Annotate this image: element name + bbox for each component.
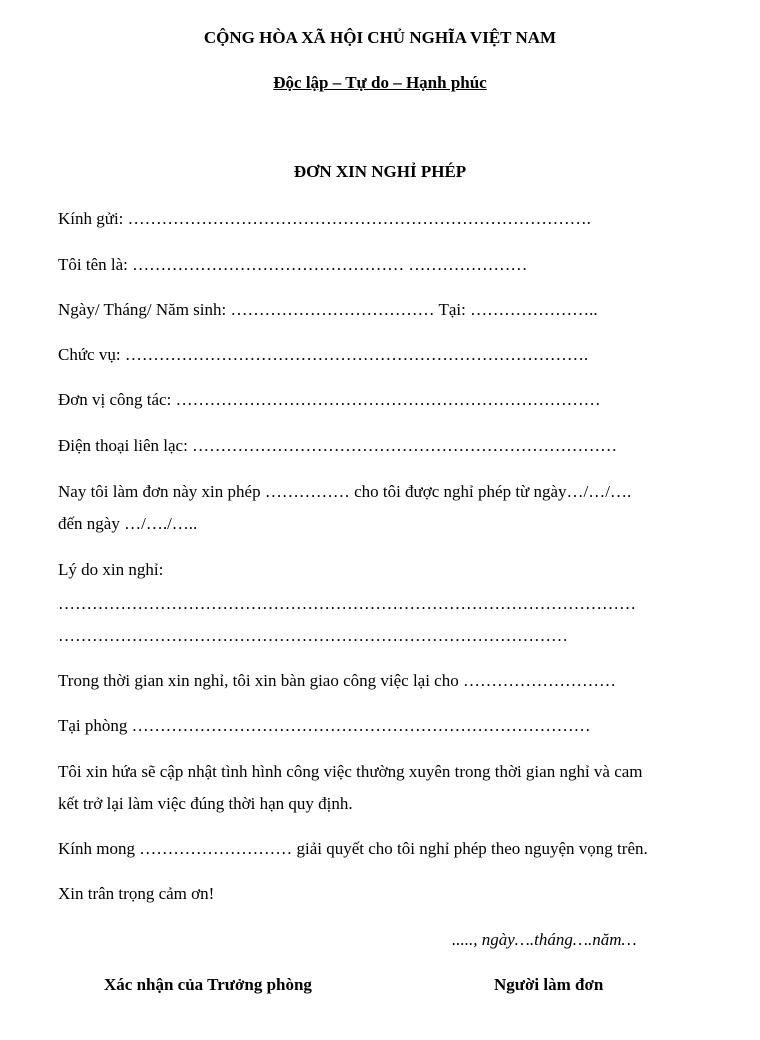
signature-right: Người làm đơn	[494, 975, 604, 994]
document-title: ĐƠN XIN NGHỈ PHÉP	[293, 162, 467, 181]
thanks: Xin trân trọng cảm ơn!	[58, 884, 215, 903]
nation-heading: CỘNG HÒA XÃ HỘI CHỦ NGHĨA VIỆT NAM	[203, 28, 557, 47]
kinh-mong: Kính mong ……………………… giải quyết cho tôi nghỉ phép theo nguyện vọng trên.	[58, 839, 648, 858]
field-ten: Tôi tên là: ………………………………………… …………………	[58, 255, 528, 274]
field-dien-thoai: Điện thoại liên lạc: …………………………………………………………………	[58, 436, 618, 455]
field-kinh-gui: Kính gửi: ……………………………………………………………………….	[58, 209, 591, 228]
field-chuc-vu: Chức vụ: ……………………………………………………………………….	[58, 345, 589, 364]
field-don-vi: Đơn vị công tác: …………………………………………………………………	[58, 390, 601, 409]
request-line-2: đến ngày …/…./…..	[58, 514, 198, 533]
signature-left: Xác nhận của Trưởng phòng	[104, 975, 312, 994]
commitment-line-2: kết trở lại làm việc đúng thời hạn quy định.	[58, 794, 353, 813]
handover-line: Trong thời gian xin nghỉ, tôi xin bàn giao công việc lại cho ………………………	[58, 671, 616, 690]
reason-line-2: ………………………………………………………………………………	[58, 626, 568, 645]
reason-line-1: …………………………………………………………………………………………	[58, 594, 636, 613]
commitment-line-1: Tôi xin hứa sẽ cập nhật tình hình công việc thường xuyên trong thời gian nghỉ và cam	[58, 762, 643, 781]
date-line: ....., ngày….tháng….năm…	[452, 930, 637, 949]
motto	[0, 73, 760, 93]
motto-text: Độc lập – Tự do – Hạnh phúc	[273, 73, 487, 92]
field-ngay-sinh: Ngày/ Tháng/ Năm sinh: ……………………………… Tại: …………………..	[58, 300, 598, 319]
request-line-1: Nay tôi làm đơn này xin phép …………… cho tôi được nghỉ phép từ ngày…/…/….	[58, 482, 632, 501]
handover-room: Tại phòng ………………………………………………………………………	[58, 716, 591, 735]
reason-label: Lý do xin nghỉ:	[58, 560, 164, 579]
